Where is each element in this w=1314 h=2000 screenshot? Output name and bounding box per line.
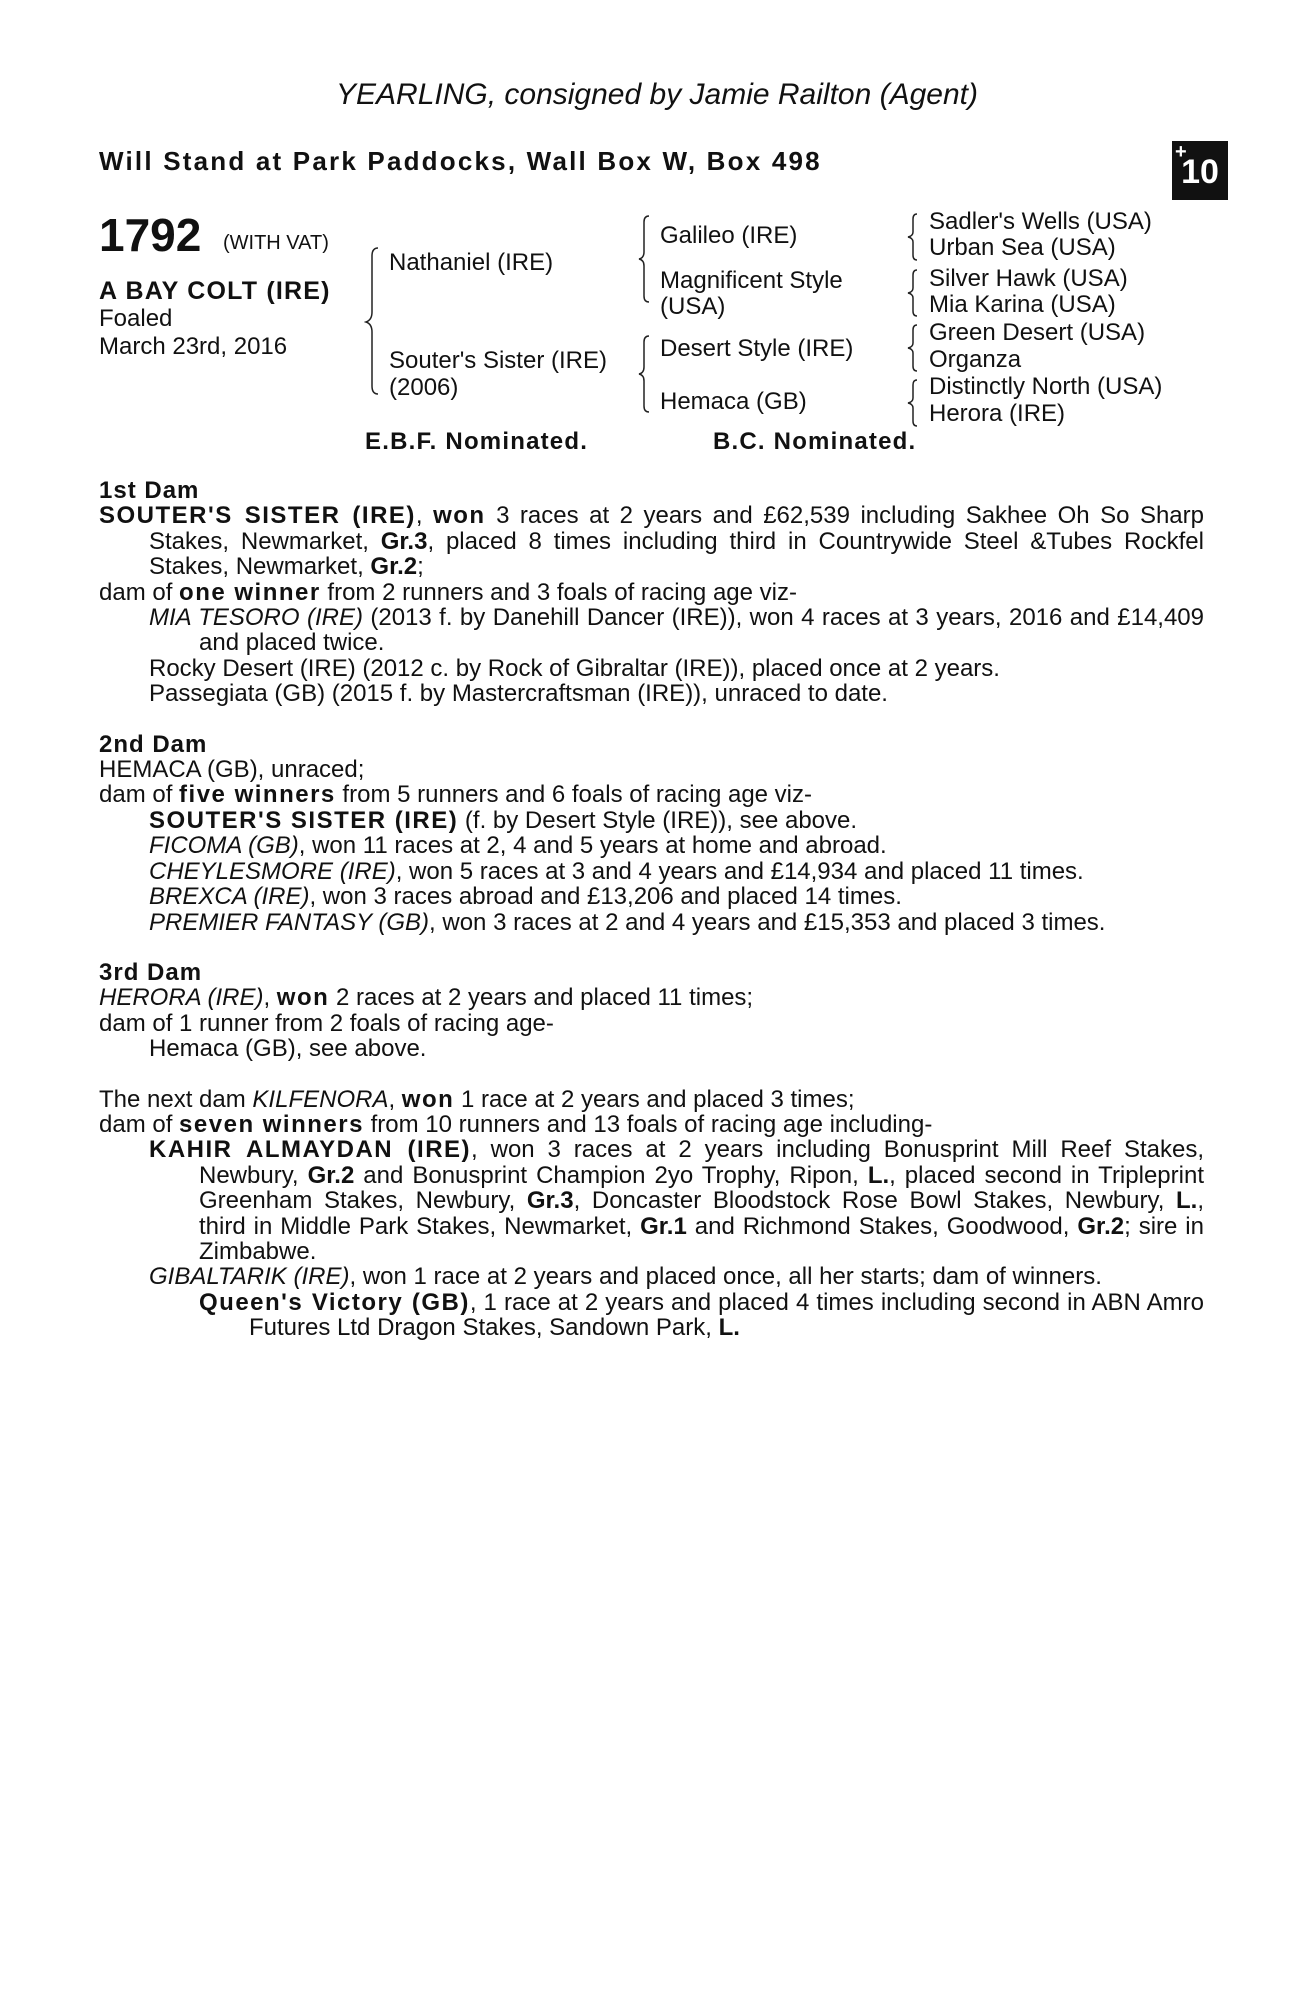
- kahir-text-4: , Doncaster Bloodstock Rose Bowl Stakes, Newbury,: [573, 1187, 1177, 1215]
- sire-dam-country: (USA): [660, 293, 726, 320]
- next-dam-text: 1 race at 2 years and placed 3 times;: [454, 1085, 855, 1113]
- foaled-label: Foaled: [99, 305, 173, 332]
- progeny-cheylesmore-text: , won 5 races at 3 and 4 years and £14,934 and placed 11 times.: [395, 857, 1084, 885]
- next-dam-won: won: [401, 1085, 455, 1113]
- next-dam-of-post: from 10 runners and 13 foals of racing age including-: [363, 1110, 933, 1138]
- first-dam-name: SOUTER'S SISTER (IRE): [99, 502, 416, 530]
- foaled-info: [99, 305, 319, 361]
- g4-bracket: [906, 378, 922, 428]
- lot-badge: [1172, 141, 1228, 200]
- progeny-premier-fantasy: [99, 910, 1204, 935]
- grandparent-2: Urban Sea (USA): [929, 234, 1116, 261]
- progeny-souters-sister-name: SOUTER'S SISTER (IRE): [149, 806, 459, 834]
- first-dam-of-post: from 2 runners and 3 foals of racing age viz-: [320, 578, 797, 606]
- progeny-queens-victory-text: , 1 race at 2 years and placed 4 times including second in ABN Amro Futures Ltd Dragon Stakes, Sandown Park,: [249, 1288, 1204, 1342]
- next-dam-sep: ,: [388, 1085, 402, 1113]
- progeny-mia-tesoro: [99, 605, 1204, 656]
- kahir-text-7: ; sire in Zimbabwe.: [199, 1212, 1204, 1265]
- kahir-text-1: , won 3 races at 2 years including Bonusprint Mill Reef Stakes, Newbury,: [199, 1136, 1204, 1189]
- first-dam-heading: 1st Dam: [99, 477, 200, 504]
- third-dam-record: [99, 985, 1204, 1010]
- kahir-gr2-a: Gr.2: [307, 1161, 355, 1189]
- badge-plus: +: [1175, 141, 1187, 163]
- grandparent-5: Green Desert (USA): [929, 319, 1146, 346]
- queens-victory-listed: L.: [718, 1314, 740, 1342]
- next-dam-produce: [99, 1112, 1204, 1137]
- next-dam-pre: The next dam: [99, 1085, 253, 1113]
- grandparent-7: Distinctly North (USA): [929, 373, 1163, 400]
- progeny-hemaca: Hemaca (GB), see above.: [149, 1035, 427, 1063]
- progeny-premier-fantasy-name: PREMIER FANTASY (GB): [149, 908, 430, 936]
- first-dam-of-pre: dam of: [99, 578, 180, 606]
- third-dam-won: won: [276, 984, 330, 1012]
- third-dam-name: HERORA (IRE): [99, 984, 264, 1012]
- progeny-gibaltarik-text: , won 1 race at 2 years and placed once, all her starts; dam of winners.: [349, 1263, 1102, 1291]
- horse-description: A BAY COLT (IRE): [99, 277, 331, 305]
- kahir-gr1: Gr.1: [640, 1212, 687, 1240]
- g3-bracket: [906, 323, 922, 373]
- sire-dam: Magnificent Style: [660, 267, 843, 294]
- first-dam-text-2: , placed 8 times including third in Countrywide Steel &Tubes Rockfel Stakes, Newmarket,: [149, 527, 1204, 581]
- family-details: [99, 478, 1204, 1341]
- progeny-queens-victory: [99, 1290, 1204, 1341]
- second-dam-produce: [99, 782, 1204, 807]
- third-dam-heading: 3rd Dam: [99, 958, 203, 986]
- second-dam-of-post: from 5 runners and 6 foals of racing age viz-: [335, 781, 813, 809]
- progeny-premier-fantasy-text: , won 3 races at 2 and 4 years and £15,353 and placed 3 times.: [429, 908, 1106, 936]
- foaled-date: March 23rd, 2016: [99, 333, 288, 360]
- next-dam-name: KILFENORA: [252, 1085, 389, 1113]
- kahir-text-3: , placed second in Tripleprint Greenham Stakes, Newbury,: [199, 1161, 1204, 1215]
- kahir-text-5: , third in Middle Park Stakes, Newmarket,: [199, 1187, 1205, 1240]
- kahir-text-6: and Richmond Stakes, Goodwood,: [686, 1212, 1078, 1240]
- ebf-nomination: E.B.F. Nominated.: [365, 428, 589, 455]
- next-dam-record: [99, 1087, 1204, 1112]
- dam: Souter's Sister (IRE): [389, 347, 607, 374]
- progeny-rocky-desert: Rocky Desert (IRE) (2012 c. by Rock of Gibraltar (IRE)), placed once at 2 years.: [149, 654, 1000, 682]
- progeny-mia-tesoro-name: MIA TESORO (IRE): [149, 604, 363, 632]
- dam-dam: Hemaca (GB): [660, 388, 807, 415]
- progeny-cheylesmore: [99, 859, 1204, 884]
- lot-number: 1792: [99, 209, 202, 261]
- progeny-souters-sister: [99, 808, 1204, 833]
- sire-line-bracket: [637, 214, 655, 304]
- second-dam-of-pre: dam of: [99, 781, 180, 809]
- progeny-brexca-text: , won 3 races abroad and £13,206 and placed 14 times.: [309, 883, 902, 911]
- first-dam-text-3: ;: [417, 553, 424, 581]
- progeny-gibaltarik: [99, 1264, 1204, 1289]
- kahir-listed-2: L.: [1176, 1187, 1198, 1215]
- next-dam-of-pre: dam of: [99, 1110, 180, 1138]
- dam-year: (2006): [389, 374, 459, 401]
- progeny-kahir-almaydan: [99, 1137, 1204, 1264]
- first-dam-won: won: [433, 502, 486, 530]
- first-dam-gr2: Gr.2: [370, 553, 418, 581]
- grandparent-8: Herora (IRE): [929, 400, 1066, 427]
- third-dam-text: 2 races at 2 years and placed 11 times;: [329, 984, 754, 1012]
- progeny-cheylesmore-name: CHEYLESMORE (IRE): [149, 857, 396, 885]
- progeny-ficoma-name: FICOMA (GB): [149, 832, 299, 860]
- progeny-brexca: [99, 884, 1204, 909]
- grandparent-1: Sadler's Wells (USA): [929, 208, 1152, 235]
- progeny-ficoma-text: , won 11 races at 2, 4 and 5 years at home and abroad.: [298, 832, 887, 860]
- second-dam-heading: 2nd Dam: [99, 730, 208, 758]
- first-dam-one-winner: one winner: [179, 578, 321, 606]
- progeny-mia-tesoro-text: (2013 f. by Danehill Dancer (IRE)), won 4 races at 3 years, 2016 and £14,409 and placed twice.: [199, 604, 1204, 657]
- first-dam-produce: [99, 580, 1204, 605]
- g2-bracket: [906, 268, 922, 318]
- sire-dam-bracket: [364, 246, 384, 396]
- progeny-souters-sister-text: (f. by Desert Style (IRE)), see above.: [458, 806, 858, 834]
- bc-nomination: B.C. Nominated.: [713, 428, 917, 455]
- progeny-queens-victory-name: Queen's Victory (GB): [199, 1288, 470, 1316]
- stand-location: Will Stand at Park Paddocks, Wall Box W, Box 498: [99, 146, 822, 176]
- third-dam-produce: dam of 1 runner from 2 foals of racing age-: [99, 1009, 554, 1037]
- grandparent-3: Silver Hawk (USA): [929, 265, 1128, 292]
- progeny-ficoma: [99, 833, 1204, 858]
- kahir-gr2-b: Gr.2: [1077, 1212, 1125, 1240]
- dam-line-bracket: [637, 334, 655, 414]
- g1-bracket: [906, 212, 922, 262]
- second-dam-five-winners: five winners: [179, 781, 336, 809]
- kahir-gr3: Gr.3: [526, 1187, 574, 1215]
- vat-label: (WITH VAT): [223, 232, 329, 254]
- badge-value: 10: [1181, 153, 1219, 191]
- progeny-brexca-name: BREXCA (IRE): [149, 883, 310, 911]
- kahir-listed-1: L.: [867, 1161, 890, 1189]
- grandparent-4: Mia Karina (USA): [929, 291, 1116, 318]
- page-header: YEARLING, consigned by Jamie Railton (Agent): [336, 78, 978, 111]
- grandparent-6: Organza: [929, 346, 1022, 373]
- progeny-kahir-almaydan-name: KAHIR ALMAYDAN (IRE): [149, 1136, 472, 1164]
- first-dam-record: SOUTER'S SISTER (IRE), won 3 races at 2 years and £62,539 including Sakhee Oh So Sharp Stakes, Newmarket, Gr.3, placed 8 times including third in Countrywide Steel &Tubes Rockfel Stakes, Newmarket, Gr.2;: [99, 502, 1204, 581]
- next-dam-seven-winners: seven winners: [179, 1110, 364, 1138]
- first-dam-text-1: 3 races at 2 years and £62,539 including Sakhee Oh So Sharp Stakes, Newmarket,: [149, 502, 1204, 555]
- progeny-gibaltarik-name: GIBALTARIK (IRE): [149, 1263, 350, 1291]
- second-dam-record: HEMACA (GB), unraced;: [99, 756, 365, 784]
- third-dam-sep: ,: [263, 984, 277, 1012]
- first-dam-gr3: Gr.3: [380, 527, 428, 555]
- progeny-passegiata: Passegiata (GB) (2015 f. by Mastercraftsman (IRE)), unraced to date.: [149, 680, 888, 708]
- kahir-text-2: and Bonusprint Champion 2yo Trophy, Ripon,: [354, 1161, 868, 1189]
- dam-sire: Desert Style (IRE): [660, 335, 854, 362]
- sire-sire: Galileo (IRE): [660, 222, 798, 249]
- sire: Nathaniel (IRE): [389, 249, 554, 276]
